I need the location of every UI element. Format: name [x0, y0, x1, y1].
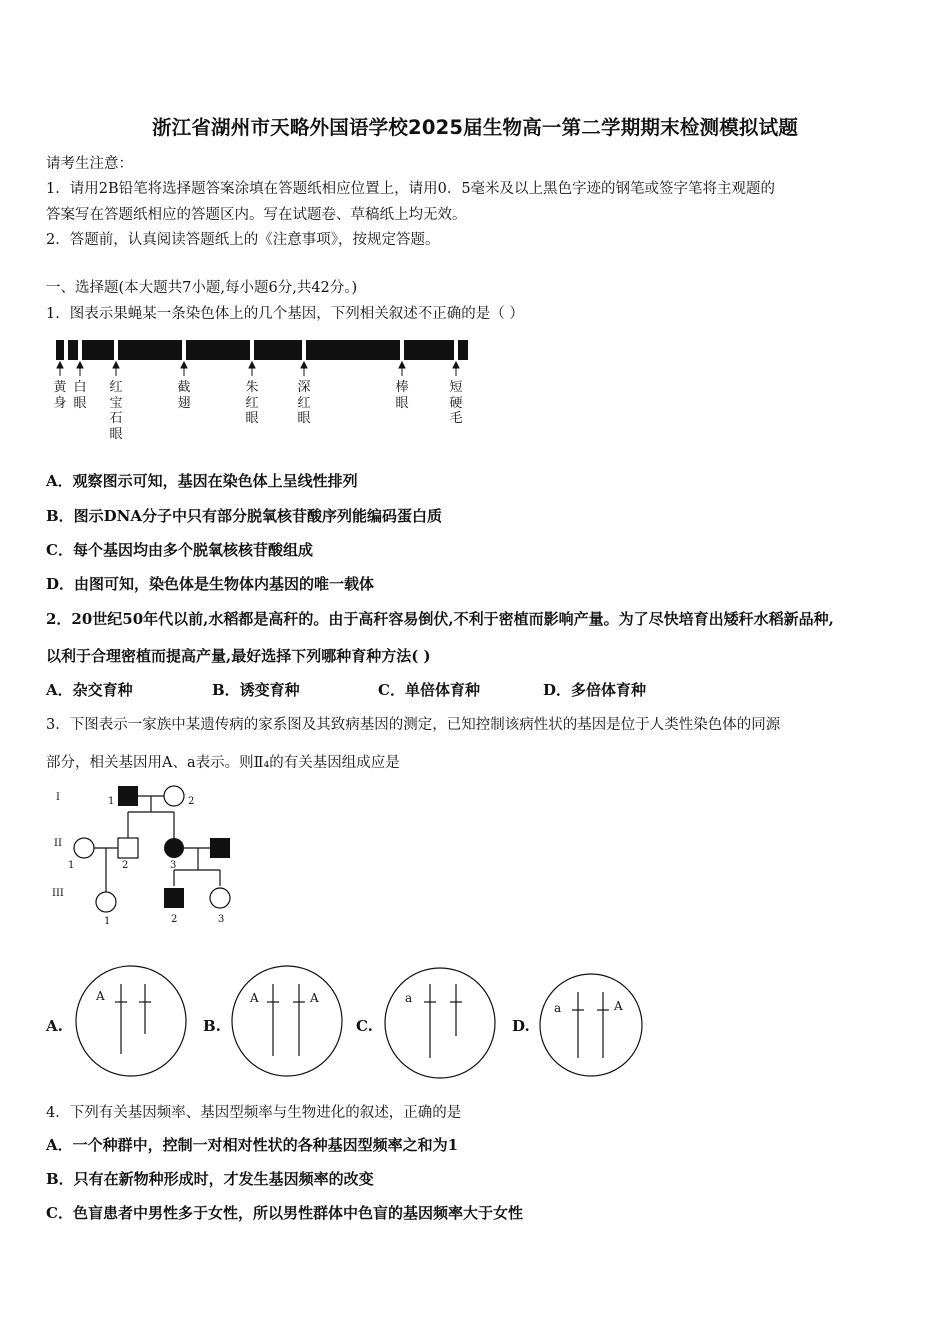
allele-label: A — [614, 999, 623, 1013]
q3-circle-d — [538, 972, 644, 1078]
gene-label: 白眼 — [73, 380, 87, 411]
chromosome-map — [46, 338, 476, 458]
q1-option-a: A．观察图示可知，基因在染色体上呈线性排列 — [46, 472, 358, 490]
allele-label: a — [405, 991, 413, 1005]
q3-circle-c — [383, 966, 497, 1080]
notice-line: 答案写在答题纸相应的答题区内。写在试题卷、草稿纸上均无效。 — [46, 207, 467, 223]
ind-num: 2 — [171, 914, 178, 925]
ind-num: 1 — [68, 860, 75, 871]
pedigree-I2 — [164, 786, 184, 806]
q1-option-c: C．每个基因均由多个脱氧核核苷酸组成 — [46, 541, 313, 559]
q1-option-b: B．图示DNA分子中只有部分脱氧核苷酸序列能编码蛋白质 — [46, 507, 443, 525]
q4-option-c: C．色盲患者中男性多于女性，所以男性群体中色盲的基因频率大于女性 — [46, 1204, 523, 1222]
pedigree-II2 — [118, 838, 138, 858]
pedigree-II3 — [164, 838, 184, 858]
section-heading: 一、选择题(本大题共7小题,每小题6分,共42分。) — [46, 280, 358, 296]
question-3-line: 3．下图表示一家族中某遗传病的家系图及其致病基因的测定，已知控制该病性状的基因是位于人类性染色体的同源 — [46, 717, 781, 733]
pedigree-III1 — [96, 892, 116, 912]
q3-circle-b — [230, 964, 344, 1078]
ind-num: 2 — [188, 796, 195, 807]
gen-label: II — [54, 838, 62, 849]
pedigree-III3 — [210, 888, 230, 908]
q2-option-c: C．单倍体育种 — [378, 681, 480, 699]
q4-option-a: A．一个种群中，控制一对相对性状的各种基因型频率之和为1 — [46, 1136, 459, 1154]
gene-label: 红宝石眼 — [109, 380, 123, 442]
q2-option-d: D．多倍体育种 — [543, 681, 647, 699]
gene-label: 短硬毛 — [449, 380, 463, 426]
question-1-stem: 1．图表示果蝇某一条染色体上的几个基因，下列相关叙述不正确的是（ ） — [46, 306, 524, 322]
gene-label: 棒眼 — [395, 380, 409, 411]
ind-num: 1 — [108, 796, 115, 807]
ind-num: 2 — [122, 860, 129, 871]
notice-heading: 请考生注意： — [46, 156, 133, 172]
pedigree-III2 — [164, 888, 184, 908]
page-title: 浙江省湖州市天略外国语学校2025届生物高一第二学期期末检测模拟试题 — [151, 116, 799, 139]
q3-option-a: A. — [46, 1017, 63, 1035]
q2-option-a: A．杂交育种 — [46, 681, 133, 699]
question-4-stem: 4．下列有关基因频率、基因型频率与生物进化的叙述，正确的是 — [46, 1105, 462, 1121]
gene-label: 朱红眼 — [245, 380, 259, 426]
q3-circle-a — [74, 964, 188, 1078]
pedigree-II1 — [74, 838, 94, 858]
allele-label: A — [96, 989, 105, 1003]
ind-num: 3 — [170, 860, 177, 871]
question-2-line: 2．20世纪50年代以前,水稻都是高秆的。由于高秆容易倒伏,不利于密植而影响产量。为了尽快培育出矮秆水稻新品种, — [46, 610, 834, 628]
ind-num: 3 — [218, 914, 225, 925]
q3-option-d: D. — [512, 1017, 530, 1035]
gene-label: 黄身 — [53, 380, 67, 411]
q1-option-d: D．由图可知，染色体是生物体内基因的唯一载体 — [46, 575, 375, 593]
allele-label: a — [554, 1001, 562, 1015]
gen-label: III — [52, 888, 64, 899]
gen-label: I — [56, 792, 60, 803]
question-2-line: 以利于合理密植而提高产量,最好选择下列哪种育种方法( ) — [46, 647, 431, 665]
question-3-line: 部分，相关基因用A、a表示。则Ⅱ₄的有关基因组成应是 — [46, 755, 400, 771]
pedigree-chart — [46, 780, 256, 930]
allele-label: A — [250, 991, 259, 1005]
notice-line: 2．答题前，认真阅读答题纸上的《注意事项》，按规定答题。 — [46, 232, 440, 248]
ind-num: 1 — [104, 916, 111, 927]
q3-option-c: C. — [356, 1017, 373, 1035]
gene-label: 深红眼 — [297, 380, 311, 426]
q4-option-b: B．只有在新物种形成时，才发生基因频率的改变 — [46, 1170, 374, 1188]
ind-num: 4 — [216, 846, 223, 857]
pedigree-diagram — [46, 780, 256, 930]
gene-label: 截翅 — [177, 380, 191, 411]
pedigree-I1 — [118, 786, 138, 806]
q2-option-b: B．诱变育种 — [212, 681, 300, 699]
q3-option-b: B. — [203, 1017, 221, 1035]
allele-label: A — [310, 991, 319, 1005]
notice-line: 1．请用2B铅笔将选择题答案涂填在答题纸相应位置上，请用0．5毫米及以上黑色字迹的钢笔或签字笔将主观题的 — [46, 181, 776, 197]
